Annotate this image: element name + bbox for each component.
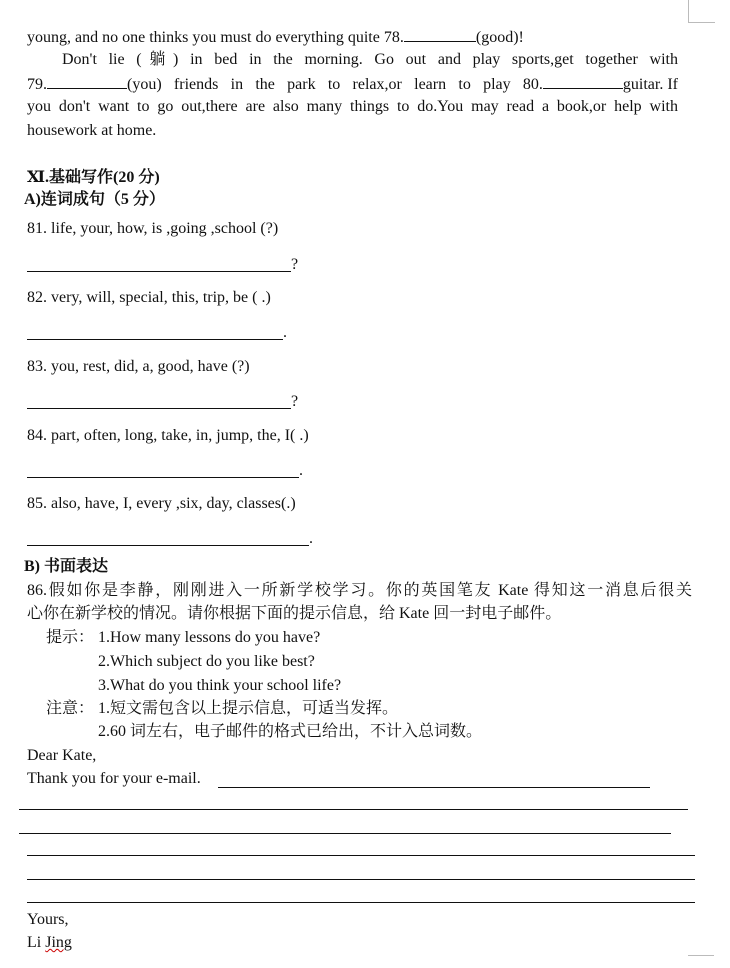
answer-line-83[interactable] xyxy=(27,408,291,409)
hint-1: 1.How many lessons do you have? xyxy=(98,629,321,646)
hint-3: 3.What do you think your school life? xyxy=(98,677,342,694)
answer-line-81[interactable] xyxy=(27,271,291,272)
passage-line-5: housework at home. xyxy=(27,122,157,139)
passage-line-2: Don't lie (躺) in bed in the morning. Go out and play sports,get together with xyxy=(62,51,678,68)
question-82-end: . xyxy=(283,324,287,341)
passage-line1-hint: (good)! xyxy=(475,29,524,46)
question-82-prompt: 82. very, will, special, this, trip, be ( .) xyxy=(27,289,271,306)
question-83-end: ? xyxy=(291,393,299,410)
passage-line3-num: 79. xyxy=(27,76,47,93)
answer-blank-79[interactable] xyxy=(47,74,127,89)
note-2: 2.60 词左右，电子邮件的格式已给出，不计入总词数。 xyxy=(98,723,483,740)
question-81-prompt: 81. life, your, how, is ,going ,school (?) xyxy=(27,220,279,237)
passage-line3-end: guitar. If xyxy=(622,76,678,93)
answer-line-85[interactable] xyxy=(27,545,309,546)
part-b-title: B) 书面表达 xyxy=(24,558,109,575)
section-title: Ⅺ.基础写作(20 分) xyxy=(27,169,160,186)
question-81-end: ? xyxy=(291,256,299,273)
email-signature xyxy=(27,933,72,953)
note-1: 1.短文需包含以上提示信息，可适当发挥。 xyxy=(98,700,399,717)
writing-line-4[interactable] xyxy=(27,879,695,880)
email-opening: Thank you for your e-mail. xyxy=(27,770,201,787)
passage-line-1 xyxy=(27,27,524,48)
email-closing: Yours, xyxy=(27,911,69,928)
question-84-prompt: 84. part, often, long, take, in, jump, the, I( .) xyxy=(27,427,309,444)
writing-line-2[interactable] xyxy=(19,833,671,834)
page-corner-mark-bottom xyxy=(688,955,714,956)
page-corner-mark xyxy=(688,0,715,23)
answer-blank-80[interactable] xyxy=(543,74,623,89)
question-83-prompt: 83. you, rest, did, a, good, have (?) xyxy=(27,358,250,375)
writing-line-5[interactable] xyxy=(27,902,695,903)
question-85-prompt: 85. also, have, I, every ,six, day, classes(.) xyxy=(27,495,296,512)
signature-first: Li xyxy=(27,934,46,951)
task-line-2: 心你在新学校的情况。请你根据下面的提示信息，给 Kate 回一封电子邮件。 xyxy=(27,605,562,622)
task-line-1: 86.假如你是李静，刚刚进入一所新学校学习。你的英国笔友 Kate 得知这一消息后很关 xyxy=(27,582,692,599)
writing-line-3[interactable] xyxy=(27,855,695,856)
writing-line-0[interactable] xyxy=(218,787,650,788)
passage-line3-mid: (you) friends in the park to relax,or learn to play 80. xyxy=(127,76,543,93)
signature-last: Jing xyxy=(45,934,72,951)
email-greeting: Dear Kate, xyxy=(27,747,97,764)
part-a-title: A)连词成句（5 分） xyxy=(24,191,165,208)
hint-2: 2.Which subject do you like best? xyxy=(98,653,315,670)
passage-line-4: you don't want to go out,there are also many things to do.You may read a book,or help with xyxy=(27,98,678,115)
answer-line-82[interactable] xyxy=(27,339,283,340)
answer-blank-78[interactable] xyxy=(404,27,476,42)
writing-line-1[interactable] xyxy=(19,809,688,810)
question-84-end: . xyxy=(299,462,303,479)
hints-label: 提示： xyxy=(46,629,95,646)
answer-line-84[interactable] xyxy=(27,477,299,478)
passage-line1-text: young, and no one thinks you must do everything quite 78. xyxy=(27,29,404,46)
question-85-end: . xyxy=(309,530,313,547)
notes-label: 注意： xyxy=(46,700,95,717)
passage-line-3 xyxy=(27,74,678,95)
